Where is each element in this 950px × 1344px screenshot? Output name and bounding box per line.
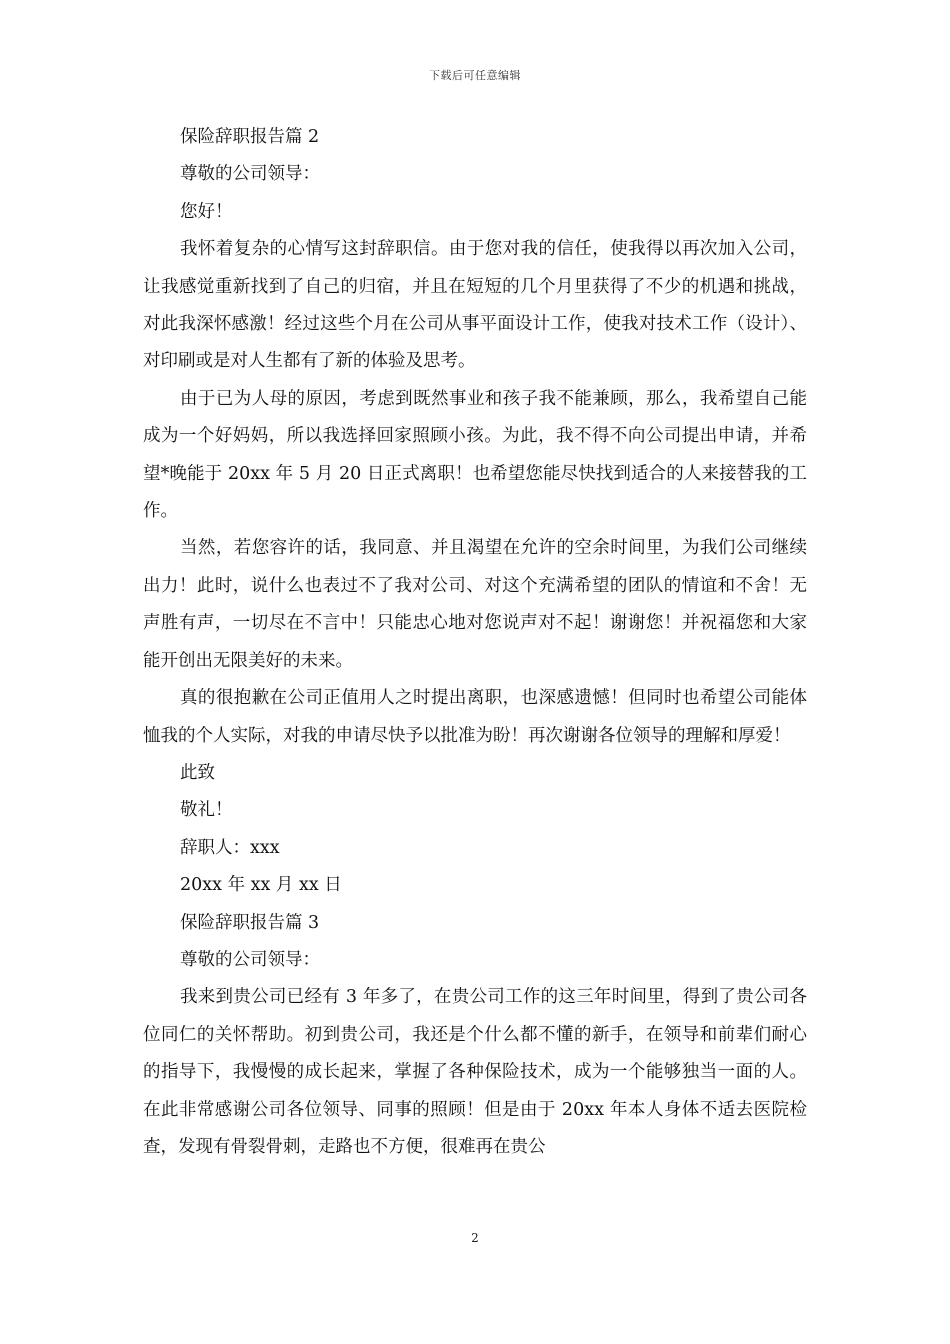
section-title: 保险辞职报告篇 2 bbox=[180, 127, 320, 147]
body-paragraph: 我怀着复杂的心情写这封辞职信。由于您对我的信任，使我得以再次加入公司，让我感觉重新找到了自己的归宿，并且在短短的几个月里获得了不少的机遇和挑战，对此我深怀感激！经过这些个月在公司从事平面设计工作，使我对技术工作（设计）、对印刷或是对人生都有了新的体验及思考。 bbox=[143, 239, 807, 372]
body-paragraph: 当然，若您容许的话，我同意、并且渴望在允许的空余时间里，为我们公司继续出力！此时，说什么也表过不了我对公司、对这个充满希望的团队的情谊和不舍！无声胜有声，一切尽在不言中！只能忠心地对您说声对不起！谢谢您！并祝福您和大家能开创出无限美好的未来。 bbox=[143, 538, 807, 671]
date: 20xx 年 xx 月 xx 日 bbox=[180, 875, 342, 896]
greeting: 您好！ bbox=[180, 201, 233, 222]
page-header-note: 下载后可任意编辑 bbox=[429, 69, 521, 82]
salutation: 尊敬的公司领导： bbox=[180, 949, 320, 970]
closing: 此致 bbox=[180, 762, 215, 783]
regards: 敬礼！ bbox=[180, 800, 233, 821]
salutation: 尊敬的公司领导： bbox=[180, 164, 320, 185]
document-body bbox=[143, 119, 807, 1166]
body-paragraph: 真的很抱歉在公司正值用人之时提出离职，也深感遗憾！但同时也希望公司能体恤我的个人实际，对我的申请尽快予以批准为盼！再次谢谢各位领导的理解和厚爱！ bbox=[143, 688, 807, 746]
body-paragraph: 由于已为人母的原因，考虑到既然事业和孩子我不能兼顾，那么，我希望自己能成为一个好妈妈，所以我选择回家照顾小孩。为此，我不得不向公司提出申请，并希望*晚能于 20xx 年 5 月 20 日正式离职！也希望您能尽快找到适合的人来接替我的工作。 bbox=[143, 388, 807, 522]
page-number: 2 bbox=[471, 1231, 479, 1245]
section-title: 保险辞职报告篇 3 bbox=[180, 912, 320, 933]
body-paragraph: 我来到贵公司已经有 3 年多了，在贵公司工作的这三年时间里，得到了贵公司各位同仁的关怀帮助。初到贵公司，我还是个什么都不懂的新手，在领导和前辈们耐心的指导下，我慢慢的成长起来，掌握了各种保险技术，成为一个能够独当一面的人。在此非常感谢公司各位领导、同事的照顾！但是由于 20xx 年本人身体不适去医院检查，发现有骨裂骨刺，走路也不方便，很难再在贵公 bbox=[143, 987, 807, 1157]
signature: 辞职人：xxx bbox=[180, 837, 280, 858]
